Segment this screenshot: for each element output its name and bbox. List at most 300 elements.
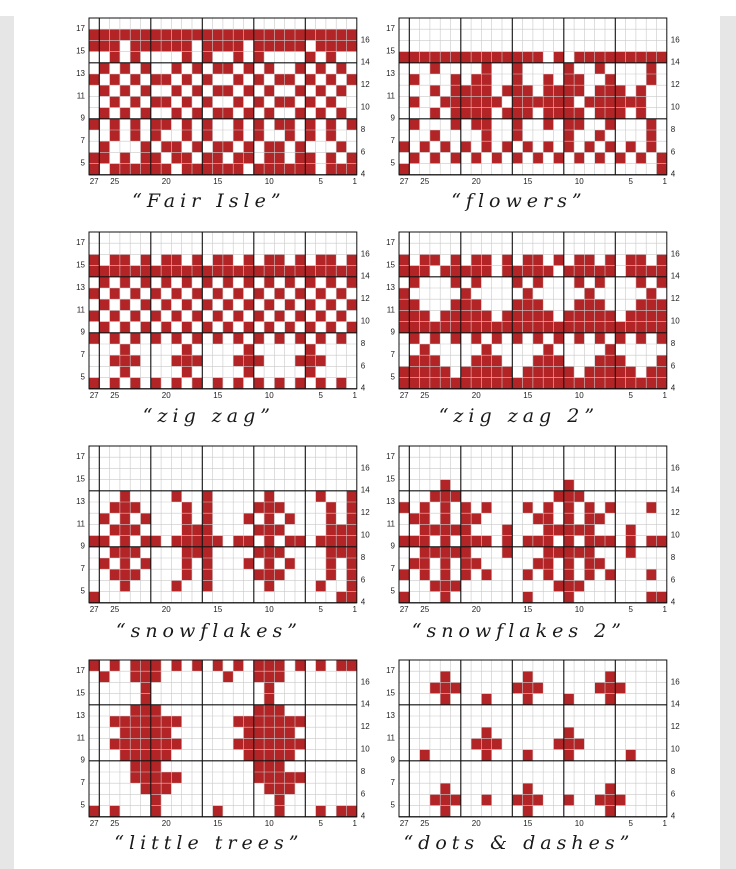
stitch-cell (605, 794, 615, 805)
stitch-cell (399, 299, 409, 310)
stitch-cell (244, 750, 254, 761)
row-label-left: 11 (76, 733, 85, 743)
stitch-cell (130, 52, 140, 63)
stitch-cell (451, 119, 461, 130)
stitch-cell (295, 108, 305, 119)
stitch-cell (430, 63, 440, 74)
pattern-caption: “snowflakes 2” (411, 620, 626, 642)
stitch-cell (264, 322, 274, 333)
stitch-cell (223, 85, 233, 96)
stitch-cell (244, 716, 254, 727)
stitch-cell (192, 310, 202, 321)
stitch-cell (399, 164, 409, 175)
stitch-cell (141, 29, 151, 40)
stitch-cell (543, 322, 553, 333)
stitch-cell (89, 266, 99, 277)
stitch-cell (151, 74, 161, 85)
stitch-label: 25 (110, 176, 120, 186)
stitch-cell (264, 85, 274, 96)
stitch-cell (233, 152, 243, 163)
stitch-cell (584, 141, 594, 152)
stitch-cell (420, 502, 430, 513)
stitch-cell (254, 29, 264, 40)
stitch-cell (657, 164, 667, 175)
stitch-cell (657, 266, 667, 277)
stitch-label: 20 (161, 390, 171, 400)
stitch-cell (274, 761, 284, 772)
stitch-cell (285, 29, 295, 40)
row-label-left: 13 (386, 496, 395, 506)
stitch-cell (264, 141, 274, 152)
stitch-cell (151, 536, 161, 547)
stitch-cell (533, 355, 543, 366)
stitch-cell (151, 333, 161, 344)
stitch-cell (130, 738, 140, 749)
stitch-cell (326, 299, 336, 310)
stitch-cell (605, 52, 615, 63)
stitch-cell (481, 141, 491, 152)
stitch-cell (326, 96, 336, 107)
stitch-cell (512, 108, 522, 119)
stitch-cell (264, 108, 274, 119)
stitch-cell (440, 592, 450, 603)
stitch-cell (347, 580, 357, 591)
stitch-cell (471, 513, 481, 524)
stitch-cell (409, 266, 419, 277)
stitch-cell (161, 164, 171, 175)
stitch-cell (409, 310, 419, 321)
stitch-cell (120, 344, 130, 355)
stitch-cell (274, 772, 284, 783)
stitch-cell (336, 660, 346, 671)
stitch-cell (99, 40, 109, 51)
stitch-cell (554, 85, 564, 96)
stitch-cell (543, 378, 553, 389)
stitch-cell (523, 310, 533, 321)
stitch-cell (326, 119, 336, 130)
stitch-cell (347, 547, 357, 558)
stitch-label: 20 (471, 604, 481, 614)
chart-sheet (14, 16, 720, 869)
stitch-cell (430, 547, 440, 558)
row-label-left: 11 (76, 305, 85, 315)
stitch-cell (502, 108, 512, 119)
stitch-cell (182, 547, 192, 558)
stitch-cell (471, 254, 481, 265)
stitch-cell (182, 164, 192, 175)
stitch-cell (512, 277, 522, 288)
stitch-cell (523, 783, 533, 794)
row-label-right: 12 (360, 722, 370, 732)
stitch-cell (336, 536, 346, 547)
stitch-cell (192, 63, 202, 74)
stitch-cell (171, 716, 181, 727)
stitch-cell (305, 96, 315, 107)
stitch-cell (584, 524, 594, 535)
stitch-cell (192, 524, 202, 535)
stitch-cell (574, 378, 584, 389)
stitch-cell (120, 502, 130, 513)
stitch-cell (440, 694, 450, 705)
stitch-cell (151, 40, 161, 51)
stitch-cell (626, 750, 636, 761)
stitch-cell (326, 277, 336, 288)
stitch-cell (481, 536, 491, 547)
stitch-cell (461, 502, 471, 513)
stitch-label: 5 (628, 818, 633, 828)
stitch-cell (110, 355, 120, 366)
stitch-cell (285, 40, 295, 51)
row-label-right: 14 (360, 271, 370, 281)
stitch-cell (120, 277, 130, 288)
stitch-label: 27 (89, 604, 99, 614)
stitch-cell (481, 738, 491, 749)
stitch-cell (636, 322, 646, 333)
stitch-cell (305, 355, 315, 366)
stitch-cell (636, 277, 646, 288)
stitch-cell (141, 164, 151, 175)
stitch-cell (574, 333, 584, 344)
stitch-cell (605, 366, 615, 377)
row-label-left: 7 (390, 778, 395, 788)
stitch-label: 10 (574, 818, 584, 828)
stitch-cell (657, 52, 667, 63)
stitch-cell (440, 783, 450, 794)
stitch-label: 15 (523, 818, 533, 828)
stitch-cell (626, 254, 636, 265)
stitch-cell (595, 108, 605, 119)
stitch-cell (492, 378, 502, 389)
stitch-cell (274, 660, 284, 671)
row-label-right: 6 (360, 575, 366, 585)
stitch-cell (151, 761, 161, 772)
stitch-cell (430, 130, 440, 141)
stitch-cell (636, 85, 646, 96)
stitch-cell (646, 119, 656, 130)
stitch-cell (564, 266, 574, 277)
stitch-label: 10 (574, 390, 584, 400)
stitch-cell (326, 164, 336, 175)
stitch-label: 27 (399, 818, 409, 828)
stitch-cell (202, 96, 212, 107)
stitch-cell (461, 141, 471, 152)
row-label-right: 8 (670, 338, 676, 348)
stitch-cell (605, 344, 615, 355)
stitch-cell (595, 96, 605, 107)
stitch-cell (244, 63, 254, 74)
stitch-cell (461, 266, 471, 277)
stitch-cell (295, 772, 305, 783)
stitch-cell (409, 366, 419, 377)
stitch-cell (141, 671, 151, 682)
stitch-cell (161, 322, 171, 333)
stitch-cell (192, 108, 202, 119)
stitch-cell (646, 52, 656, 63)
stitch-cell (110, 547, 120, 558)
stitch-cell (110, 254, 120, 265)
stitch-cell (347, 152, 357, 163)
stitch-cell (99, 152, 109, 163)
stitch-cell (130, 772, 140, 783)
stitch-cell (492, 322, 502, 333)
stitch-cell (264, 705, 274, 716)
stitch-cell (461, 558, 471, 569)
stitch-cell (481, 366, 491, 377)
stitch-cell (347, 299, 357, 310)
stitch-cell (130, 727, 140, 738)
stitch-cell (285, 277, 295, 288)
stitch-cell (347, 164, 357, 175)
stitch-cell (213, 378, 223, 389)
stitch-cell (595, 85, 605, 96)
stitch-cell (481, 254, 491, 265)
stitch-label: 10 (264, 176, 274, 186)
stitch-cell (171, 738, 181, 749)
stitch-cell (264, 580, 274, 591)
row-label-left: 11 (386, 519, 395, 529)
stitch-cell (130, 716, 140, 727)
stitch-cell (120, 580, 130, 591)
stitch-label: 1 (662, 176, 667, 186)
stitch-cell (305, 29, 315, 40)
stitch-cell (295, 738, 305, 749)
stitch-cell (336, 266, 346, 277)
stitch-cell (564, 592, 574, 603)
stitch-cell (564, 96, 574, 107)
stitch-cell (336, 288, 346, 299)
stitch-cell (543, 366, 553, 377)
stitch-cell (182, 96, 192, 107)
stitch-cell (554, 52, 564, 63)
stitch-cell (564, 130, 574, 141)
row-label-left: 9 (80, 327, 85, 337)
row-label-left: 11 (386, 733, 395, 743)
stitch-cell (595, 536, 605, 547)
stitch-cell (285, 558, 295, 569)
stitch-cell (481, 694, 491, 705)
row-label-right: 10 (670, 316, 680, 326)
stitch-cell (110, 266, 120, 277)
stitch-cell (564, 558, 574, 569)
pattern-chart (371, 660, 679, 837)
stitch-label: 15 (213, 390, 223, 400)
stitch-label: 27 (89, 818, 99, 828)
stitch-cell (512, 299, 522, 310)
stitch-cell (399, 592, 409, 603)
stitch-cell (564, 85, 574, 96)
stitch-cell (605, 254, 615, 265)
stitch-cell (461, 378, 471, 389)
stitch-cell (440, 310, 450, 321)
stitch-cell (543, 569, 553, 580)
stitch-cell (316, 288, 326, 299)
stitch-cell (254, 524, 264, 535)
stitch-cell (99, 299, 109, 310)
stitch-cell (305, 299, 315, 310)
stitch-cell (223, 141, 233, 152)
stitch-cell (274, 254, 284, 265)
stitch-cell (316, 660, 326, 671)
stitch-cell (161, 783, 171, 794)
stitch-cell (430, 366, 440, 377)
stitch-cell (347, 322, 357, 333)
stitch-cell (430, 794, 440, 805)
stitch-cell (285, 266, 295, 277)
stitch-cell (554, 254, 564, 265)
stitch-label: 25 (420, 176, 430, 186)
stitch-cell (420, 513, 430, 524)
stitch-cell (461, 569, 471, 580)
stitch-cell (151, 705, 161, 716)
stitch-cell (213, 254, 223, 265)
stitch-cell (347, 119, 357, 130)
stitch-cell (451, 310, 461, 321)
stitch-cell (274, 705, 284, 716)
stitch-cell (564, 322, 574, 333)
stitch-cell (564, 502, 574, 513)
stitch-cell (399, 310, 409, 321)
stitch-cell (182, 277, 192, 288)
stitch-cell (254, 772, 264, 783)
stitch-cell (120, 750, 130, 761)
stitch-cell (584, 52, 594, 63)
stitch-cell (192, 536, 202, 547)
stitch-cell (409, 152, 419, 163)
stitch-cell (151, 716, 161, 727)
stitch-cell (120, 63, 130, 74)
stitch-cell (202, 502, 212, 513)
stitch-cell (264, 694, 274, 705)
stitch-cell (182, 536, 192, 547)
row-label-left: 13 (76, 710, 85, 720)
stitch-cell (347, 592, 357, 603)
stitch-cell (440, 547, 450, 558)
stitch-label: 20 (161, 818, 171, 828)
row-label-left: 17 (386, 666, 395, 676)
stitch-cell (264, 727, 274, 738)
stitch-cell (605, 108, 615, 119)
stitch-cell (595, 63, 605, 74)
stitch-cell (523, 52, 533, 63)
stitch-cell (420, 558, 430, 569)
stitch-cell (564, 513, 574, 524)
stitch-cell (512, 63, 522, 74)
stitch-cell (326, 152, 336, 163)
stitch-cell (254, 130, 264, 141)
stitch-cell (182, 52, 192, 63)
stitch-cell (564, 108, 574, 119)
stitch-cell (110, 119, 120, 130)
stitch-cell (584, 536, 594, 547)
row-label-right: 6 (670, 361, 676, 371)
stitch-cell (151, 660, 161, 671)
stitch-cell (151, 772, 161, 783)
stitch-cell (130, 333, 140, 344)
row-label-left: 15 (76, 688, 85, 698)
stitch-cell (543, 344, 553, 355)
stitch-cell (274, 40, 284, 51)
stitch-cell (110, 40, 120, 51)
stitch-cell (646, 592, 656, 603)
stitch-cell (89, 164, 99, 175)
stitch-cell (399, 254, 409, 265)
stitch-cell (274, 164, 284, 175)
stitch-cell (512, 85, 522, 96)
stitch-cell (336, 310, 346, 321)
stitch-cell (543, 310, 553, 321)
stitch-cell (244, 85, 254, 96)
stitch-cell (554, 366, 564, 377)
stitch-cell (171, 333, 181, 344)
stitch-cell (523, 794, 533, 805)
stitch-cell (316, 491, 326, 502)
row-label-left: 17 (76, 666, 85, 676)
stitch-cell (213, 164, 223, 175)
stitch-cell (305, 130, 315, 141)
row-label-left: 17 (76, 24, 85, 34)
stitch-cell (347, 40, 357, 51)
stitch-cell (440, 141, 450, 152)
stitch-cell (595, 378, 605, 389)
stitch-cell (657, 366, 667, 377)
stitch-cell (481, 108, 491, 119)
stitch-cell (171, 378, 181, 389)
stitch-cell (543, 536, 553, 547)
stitch-cell (182, 322, 192, 333)
stitch-cell (336, 29, 346, 40)
stitch-cell (264, 716, 274, 727)
row-label-right: 4 (670, 169, 676, 179)
stitch-cell (605, 694, 615, 705)
row-label-left: 11 (386, 91, 395, 101)
stitch-cell (264, 164, 274, 175)
stitch-cell (89, 333, 99, 344)
stitch-cell (440, 480, 450, 491)
row-label-left: 17 (386, 238, 395, 248)
stitch-cell (264, 63, 274, 74)
stitch-label: 5 (628, 604, 633, 614)
stitch-cell (440, 513, 450, 524)
stitch-cell (141, 705, 151, 716)
stitch-cell (605, 266, 615, 277)
stitch-cell (264, 536, 274, 547)
stitch-cell (99, 63, 109, 74)
pattern-caption: “snowflakes” (115, 620, 302, 642)
stitch-cell (347, 558, 357, 569)
stitch-cell (420, 378, 430, 389)
stitch-cell (626, 366, 636, 377)
stitch-cell (584, 299, 594, 310)
row-label-right: 4 (360, 811, 366, 821)
stitch-cell (584, 310, 594, 321)
row-label-left: 5 (80, 586, 85, 596)
stitch-cell (274, 671, 284, 682)
stitch-cell (233, 378, 243, 389)
stitch-cell (595, 130, 605, 141)
stitch-cell (285, 513, 295, 524)
stitch-cell (646, 322, 656, 333)
stitch-cell (244, 344, 254, 355)
stitch-cell (409, 333, 419, 344)
stitch-cell (326, 40, 336, 51)
stitch-cell (615, 366, 625, 377)
row-label-left: 11 (76, 519, 85, 529)
stitch-cell (192, 333, 202, 344)
stitch-cell (533, 254, 543, 265)
stitch-cell (254, 164, 264, 175)
stitch-cell (336, 85, 346, 96)
stitch-cell (141, 152, 151, 163)
